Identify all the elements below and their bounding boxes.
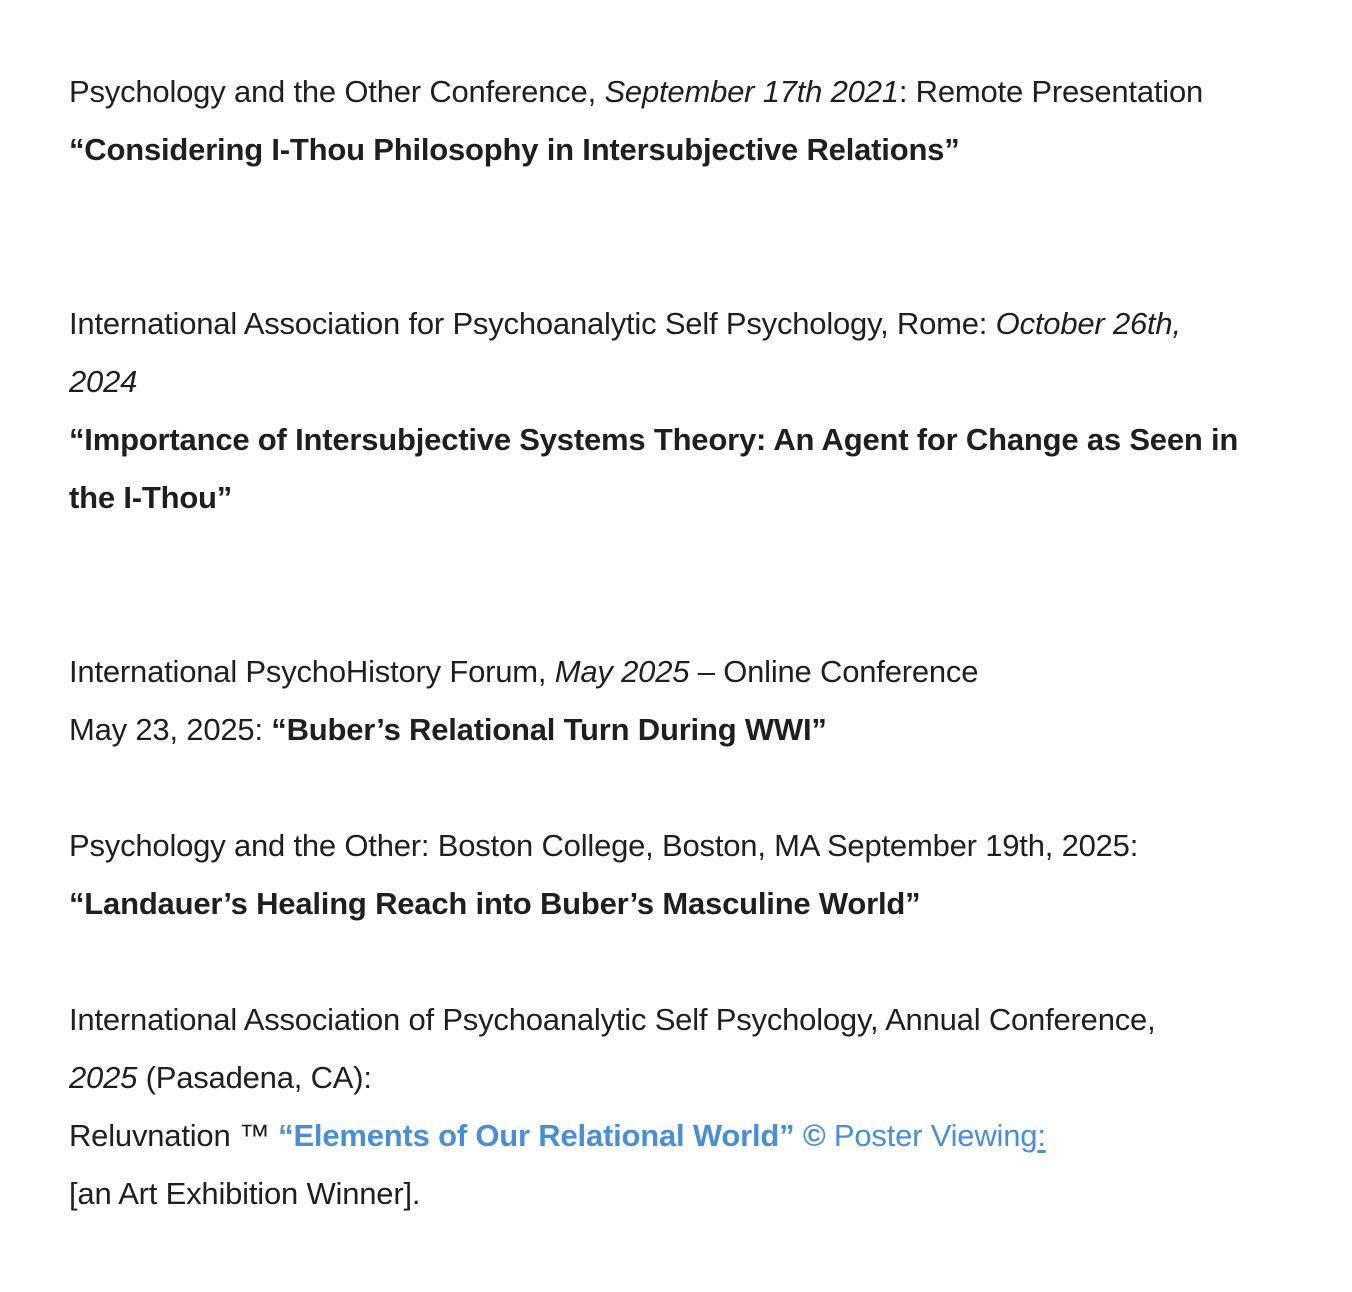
poster-viewing-link[interactable] (834, 1118, 1046, 1153)
presentation-title: “Considering I-Thou Philosophy in Intersubjective Relations” (69, 132, 960, 167)
presentation-date: October 26th, (995, 306, 1181, 341)
venue-line-continued (69, 1049, 1309, 1107)
spacer (69, 179, 1309, 295)
venue-line-continued (69, 353, 1309, 411)
spacer (69, 527, 1309, 643)
poster-viewing-colon: : (1037, 1118, 1046, 1153)
session-line (69, 701, 1309, 759)
presentation-date: September 17th 2021 (604, 74, 899, 109)
venue-line (69, 643, 1309, 701)
venue-name: International PsychoHistory Forum, (69, 654, 547, 689)
venue-line (69, 63, 1309, 121)
presentation-title-continued: the I-Thou” (69, 480, 233, 515)
venue-line: International Association of Psychoanalytic Self Psychology, Annual Conference, (69, 1002, 1156, 1037)
venue-name: International Association for Psychoanalytic Self Psychology, Rome: (69, 306, 988, 341)
presentation-entry (69, 295, 1309, 527)
spacer (69, 759, 1309, 817)
presentation-title: “Importance of Intersubjective Systems Theory: An Agent for Change as Seen in (69, 422, 1239, 457)
presentation-date: 2025 (69, 1060, 138, 1095)
venue-name: Psychology and the Other Conference, (69, 74, 597, 109)
presentation-entry (69, 817, 1309, 933)
presentation-date: May 2025 (554, 654, 690, 689)
presentation-date-year: 2024 (69, 364, 138, 399)
presentation-entry (69, 643, 1309, 759)
presentation-title: “Buber’s Relational Turn During WWI” (271, 712, 827, 747)
session-date: May 23, 2025: (69, 712, 263, 747)
venue-suffix: : Remote Presentation (898, 74, 1204, 109)
exhibit-line (69, 1107, 1309, 1165)
conference-presentations-list (69, 63, 1309, 1223)
venue-line (69, 295, 1309, 353)
venue-suffix: – Online Conference (697, 654, 979, 689)
venue-line: Psychology and the Other: Boston College, Boston, MA September 19th, 2025: (69, 828, 1139, 863)
exhibit-note: [an Art Exhibition Winner]. (69, 1176, 421, 1211)
presentation-title: “Landauer’s Healing Reach into Buber’s Masculine World” (69, 886, 921, 921)
exhibit-title-link[interactable]: “Elements of Our Relational World” © (278, 1118, 826, 1153)
venue-location: (Pasadena, CA): (145, 1060, 372, 1095)
presentation-entry (69, 991, 1309, 1223)
spacer (69, 933, 1309, 991)
exhibit-prefix: Reluvnation ™ (69, 1118, 270, 1153)
poster-viewing-label: Poster Viewing (833, 1118, 1038, 1153)
presentation-entry (69, 63, 1309, 179)
